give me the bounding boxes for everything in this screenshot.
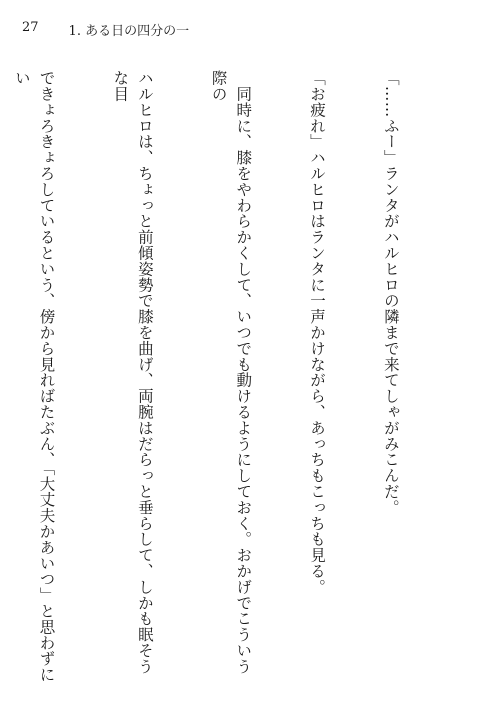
page-header	[22, 20, 189, 39]
text-line: できょろきょろしているという、傍から見ればたぶん、「大丈夫かあいつ」と思わずにい	[12, 70, 56, 683]
text-line: 同時に、膝をやわらかくして、いつでも動けるようにしておく。おかげでこういう際の	[209, 70, 253, 675]
chapter-title: 1. ある日の四分の一	[68, 24, 190, 39]
text-line: 「……ふー」ランタがハルヒロの隣まで来てしゃがみこんだ。	[381, 70, 400, 516]
text-line: 「お疲れ」ハルヒロはランタに一声かけながら、あっちもこっちも見る。	[308, 70, 327, 595]
body-text	[0, 70, 452, 690]
page-number: 27	[22, 20, 39, 35]
text-line: ハルヒロは、ちょっと前傾姿勢で膝を曲げ、両腕はだらっと垂らして、しかも眠そうな目	[111, 70, 154, 675]
